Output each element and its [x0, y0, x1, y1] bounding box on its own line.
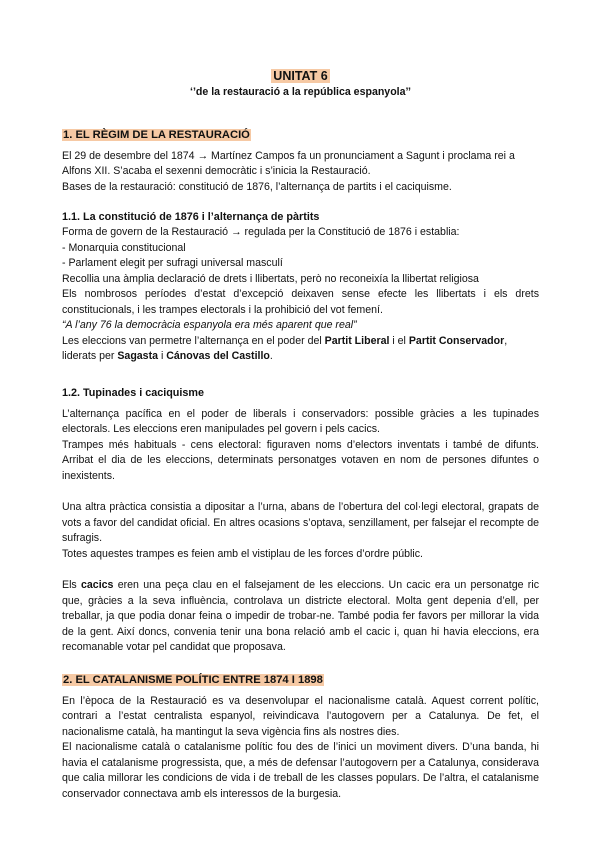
- subsection-1-1-quote: “A l’any 76 la democràcia espanyola era més aparent que real”: [62, 319, 357, 331]
- text-run: eren una peça clau en el falsejament de les eleccions. Un cacic era un personatge ric que, gràcies a la seva influència, controlava un districte electoral. Molta gent depenia d’ell, per treballar, ja que podia donar feina o impedir de trobar-ne. També podia fer favors per millorar la vida de la gent. Així doncs, convenia tenir una bona relació amb el cacic i, quan hi havia eleccions, era recomanable votar pel candidat que proposava.: [62, 579, 539, 653]
- unit-subtitle: ‘’de la restauració a la república espanyola’’: [190, 86, 411, 98]
- subsection-1-2-para-5: [62, 578, 539, 656]
- section-1-heading: [62, 127, 539, 143]
- text-run: .: [269, 350, 273, 362]
- section-1-heading-text: 1. EL RÈGIM DE LA RESTAURACIÓ: [63, 128, 250, 141]
- subsection-1-1-exceptions: Els nombrosos períodes d’estat d’excepció deixaven sense efecte les llibertats i els drets constitucionals, i les trampes electorals i la prohibició del vot femení.: [62, 288, 539, 316]
- sagasta: Sagasta: [117, 350, 158, 362]
- subsection-1-2-para-4: Totes aquestes trampes es feien amb el vistiplau de les forces d’ordre públic.: [62, 547, 423, 560]
- text-run: Els: [62, 579, 82, 591]
- subsection-1-1-bullet-2: - Parlament elegit per sufragi universal masculí: [62, 257, 283, 269]
- section-1-line-1: El 29 de desembre del 1874 → Martínez Campos fa un pronunciament a Sagunt i proclama rei a Alfons XII. S’acaba el sexenni democràtic i s’inicia la Restauració.: [62, 149, 515, 177]
- subsection-1-2-para-1: L’alternança pacífica en el poder de liberals i conservadors: possible gràcies a les tupinades electorals. Les eleccions eren manipulades pel govern i pels cacics.: [62, 407, 539, 435]
- cacics: cacics: [81, 579, 114, 591]
- text-run: , liderats per: [62, 334, 508, 362]
- subsection-1-1-bullet-1: - Monarquia constitucional: [62, 241, 186, 254]
- text-run: i: [158, 350, 167, 362]
- text-run: i el: [389, 334, 409, 347]
- unit-title: [62, 68, 539, 84]
- partit-conservador: Partit Conservador: [408, 334, 505, 347]
- section-2-para-2: El nacionalisme català o catalanisme polític fou des de l’inici un moviment divers. D’una banda, hi havia el catalanisme progressista, que, a més de defensar l’autogovern per a Catalunya, considerava que calia millorar les condicions de vida i de treball de les classes populars. De l’altra, el catalanisme conservador connectava amb els interessos de la burgesia.: [62, 741, 539, 800]
- subsection-1-2-heading: 1.2. Tupinades i caciquisme: [62, 386, 205, 399]
- subsection-1-1-intro: Forma de govern de la Restauració → regulada per la Constitució de 1876 i establia:: [62, 226, 460, 238]
- text-run: Les eleccions van permetre l’alternança en el poder del: [62, 334, 325, 347]
- partit-liberal: Partit Liberal: [324, 334, 390, 347]
- subsection-1-2-para-2: Trampes més habituals - cens electoral: figuraven noms d’electors inventats i també de difunts. Arribat el dia de les eleccions, determinats personatges votaven en nom de persones difuntes o inexistents.: [62, 438, 539, 482]
- section-2-para-1: En l’època de la Restauració es va desenvolupar el nacionalisme català. Aquest corrent polític, contrari a l’estat centralista espanyol, reivindicava l’autogovern per a Catalunya. De fet, el nacionalisme català, ha mantingut la seva vigència fins als nostres dies.: [62, 694, 539, 738]
- canovas-del-castillo: Cánovas del Castillo: [166, 350, 270, 362]
- section-2-heading: [62, 672, 539, 688]
- section-2-heading-text: 2. EL CATALANISME POLÍTIC ENTRE 1874 I 1898: [63, 673, 323, 686]
- subsection-1-1-heading: 1.1. La constitució de 1876 i l’alternança de pàrtits: [62, 211, 320, 223]
- subsection-1-1-parties: [62, 334, 539, 365]
- subsection-1-1-rights: Recollia una àmplia declaració de drets i llibertats, però no reconeixía la llibertat religiosa: [62, 272, 479, 285]
- document-content: [62, 68, 539, 802]
- unit-title-text: UNITAT 6: [273, 69, 328, 83]
- section-1-line-2: Bases de la restauració: constitució de 1876, l’alternança de partits i el caciquisme.: [62, 180, 452, 193]
- subsection-1-2-para-3: Una altra pràctica consistia a dipositar a l’urna, abans de l’obertura del col·legi electoral, grapats de vots a favor del candidat oficial. En altres ocasions s’optava, senzillament, per falsejar el recompte de sufragis.: [62, 501, 539, 544]
